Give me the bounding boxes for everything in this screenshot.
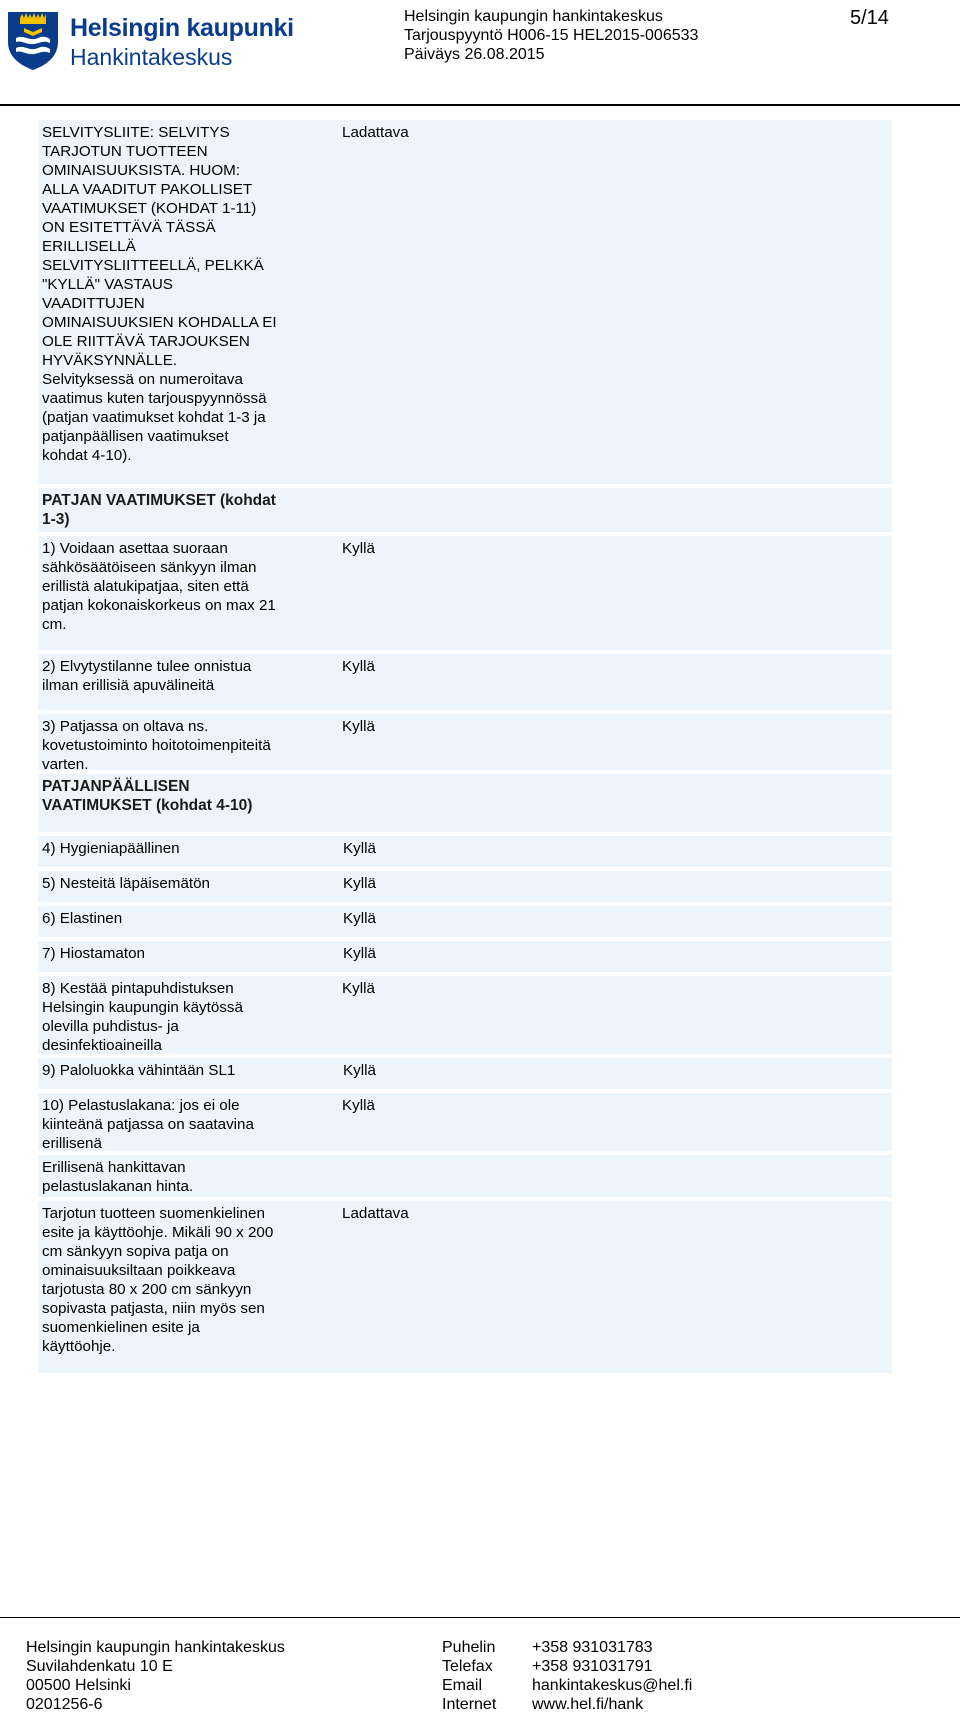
footer-contact-values <box>532 1638 692 1714</box>
section-heading-row <box>38 774 892 832</box>
footer-contact-labels <box>442 1638 496 1714</box>
table-row <box>38 120 892 484</box>
table-row <box>38 1155 892 1197</box>
phone-label: Puhelin <box>442 1639 496 1656</box>
answer-value: Kyllä <box>342 658 375 675</box>
requirement-text: Erillisenä hankittavan pelastuslakanan hinta. <box>42 1159 194 1195</box>
answer-value: Kyllä <box>343 945 376 962</box>
table-row <box>38 654 892 710</box>
requirement-text: 10) Pelastuslakana: jos ei ole kiinteänä patjassa on saatavina erillisenä <box>42 1097 254 1152</box>
table-row <box>38 536 892 650</box>
header-request-id: Tarjouspyyntö H006-15 HEL2015-006533 <box>404 27 699 44</box>
website-link[interactable]: www.hel.fi/hank <box>532 1696 644 1713</box>
page-footer <box>0 1638 960 1713</box>
email-link[interactable]: hankintakeskus@hel.fi <box>532 1677 693 1694</box>
answer-value: Ladattava <box>342 124 409 141</box>
section-heading: PATJAN VAATIMUKSET (kohdat 1-3) <box>42 492 276 528</box>
header-divider <box>0 104 960 106</box>
answer-value: Kyllä <box>342 980 375 997</box>
header-date: Päiväys 26.08.2015 <box>404 46 545 63</box>
table-row <box>38 836 892 867</box>
requirement-text: 8) Kestää pintapuhdistuksen Helsingin kaupungin käytössä olevilla puhdistus- ja desinfektioaineilla <box>42 980 243 1054</box>
page-header <box>0 0 960 106</box>
table-row <box>38 906 892 937</box>
table-row <box>38 1058 892 1089</box>
header-info <box>404 7 698 64</box>
fax-value: +358 931031791 <box>532 1658 653 1675</box>
table-row <box>38 941 892 972</box>
section-heading-row <box>38 488 892 532</box>
footer-divider <box>0 1617 960 1618</box>
table-row <box>38 714 892 773</box>
requirement-text: 5) Nesteitä läpäisemätön <box>42 875 210 892</box>
logo-title: Helsingin kaupunki <box>70 14 294 42</box>
footer-postal: 00500 Helsinki <box>26 1677 131 1694</box>
requirement-text <box>38 120 277 468</box>
requirement-text: 7) Hiostamaton <box>42 945 145 962</box>
table-row <box>38 976 892 1054</box>
requirement-text: Tarjotun tuotteen suomenkielinen esite ja käyttöohje. Mikäli 90 x 200 cm sänkyyn sopiva patja on ominaisuuksiltaan poikkeava tarjotusta 80 x 200 cm sänkyyn sopivasta patjasta, niin myös sen suomenkielinen esite ja käyttöohje. <box>42 1205 274 1355</box>
requirement-text: 2) Elvytystilanne tulee onnistua ilman erillisiä apuvälineitä <box>42 658 252 694</box>
page-number: 5/14 <box>850 7 889 29</box>
requirement-text: 6) Elastinen <box>42 910 123 927</box>
answer-value: Kyllä <box>343 875 376 892</box>
answer-value: Kyllä <box>342 718 375 735</box>
requirement-text: 1) Voidaan asettaa suoraan sähkösäätöiseen sänkyyn ilman erillistä alatukipatjaa, siten että patjan kokonaiskorkeus on max 21 cm. <box>42 540 276 633</box>
requirement-notice: SELVITYSLIITE: SELVITYS TARJOTUN TUOTTEEN OMINAISUUKSISTA. HUOM: ALLA VAADITUT PAKOLLISET VAATIMUKSET (KOHDAT 1-11) ON ESITETTÄVÄ TÄSSÄ ERILLISELLÄ SELVITYSLIITTEELLÄ, PELKKÄ "KYLLÄ" VASTAUS VAADITTUJEN OMINAISUUKSIEN KOHDALLA EI OLE RIITTÄVÄ TARJOUKSEN HYVÄKSYNNÄLLE. <box>42 124 277 369</box>
email-label: Email <box>442 1677 483 1694</box>
requirements-table <box>38 120 892 1377</box>
internet-label: Internet <box>442 1696 497 1713</box>
answer-value: Kyllä <box>342 1097 375 1114</box>
phone-value: +358 931031783 <box>532 1639 653 1656</box>
answer-value: Kyllä <box>342 540 375 557</box>
table-row <box>38 1201 892 1373</box>
header-organisation: Helsingin kaupungin hankintakeskus <box>404 8 663 25</box>
logo-subtitle: Hankintakeskus <box>70 44 233 70</box>
table-row <box>38 1093 892 1151</box>
answer-value: Ladattava <box>342 1205 409 1222</box>
answer-value: Kyllä <box>343 910 376 927</box>
footer-business-id: 0201256-6 <box>26 1696 103 1713</box>
section-heading: PATJANPÄÄLLISEN VAATIMUKSET (kohdat 4-10) <box>42 778 253 814</box>
footer-address <box>26 1638 285 1714</box>
requirement-instruction: Selvityksessä on numeroitava vaatimus kuten tarjouspyynnössä (patjan vaatimukset kohdat 1-3 ja patjanpäällisen vaatimukset kohdat 4-10). <box>42 371 267 464</box>
requirement-text: 4) Hygieniapäällinen <box>42 840 180 857</box>
footer-organisation: Helsingin kaupungin hankintakeskus <box>26 1639 285 1656</box>
city-logo <box>4 8 294 72</box>
table-row <box>38 871 892 902</box>
answer-value: Kyllä <box>343 840 376 857</box>
fax-label: Telefax <box>442 1658 493 1675</box>
footer-street: Suvilahdenkatu 10 E <box>26 1658 173 1675</box>
requirement-text: 3) Patjassa on oltava ns. kovetustoiminto hoitotoimenpiteitä varten. <box>42 718 271 773</box>
requirement-text: 9) Paloluokka vähintään SL1 <box>42 1062 236 1079</box>
helsinki-crest-icon <box>4 8 62 72</box>
answer-value: Kyllä <box>343 1062 376 1079</box>
